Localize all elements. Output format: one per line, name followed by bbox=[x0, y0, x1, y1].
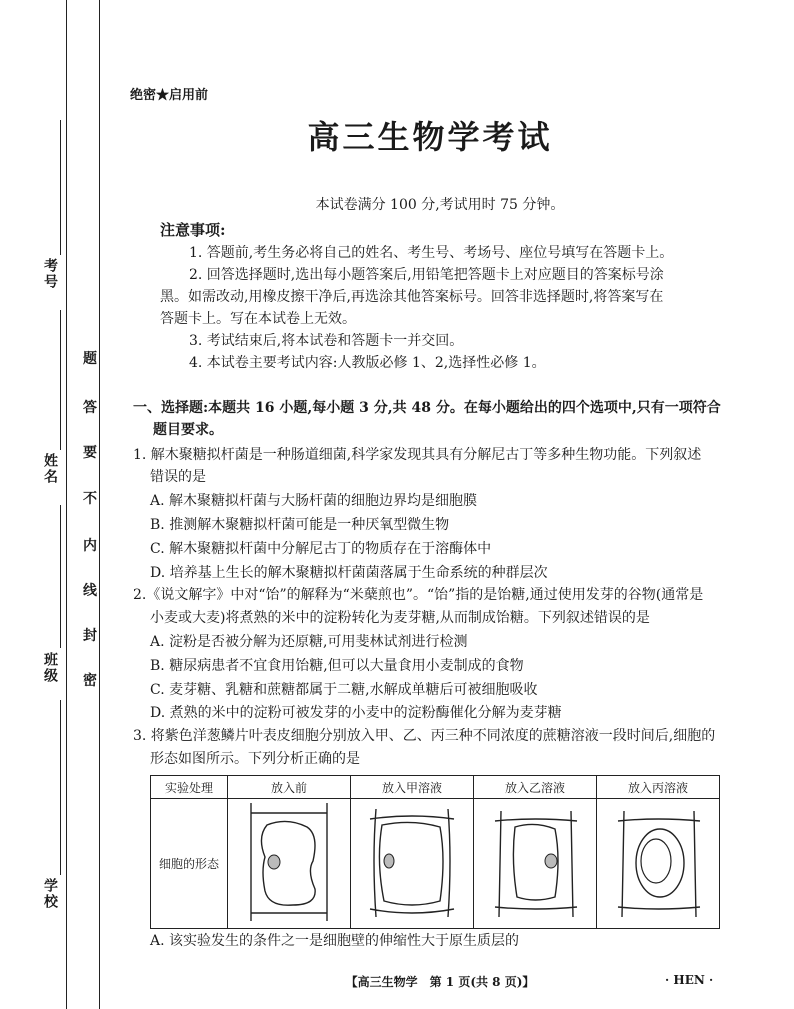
notice-line: 3. 考试结束后,将本试卷和答题卡一并交回。 bbox=[189, 333, 464, 349]
question-stem: 2.《说文解字》中对“饴”的解释为“米蘖煎也”。“饴”指的是饴糖,通过使用发芽的谷物(通常是 bbox=[133, 587, 704, 603]
notice-line: 答题卡上。写在本试卷上无效。 bbox=[160, 311, 356, 327]
seal-char: 题 bbox=[83, 351, 97, 367]
notice-line: 2. 回答选择题时,选出每小题答案后,用铅笔把答题卡上对应题目的答案标号涂 bbox=[189, 267, 664, 283]
seal-char: 线 bbox=[83, 583, 97, 599]
option-c[interactable]: C. 解木聚糖拟杆菌中分解尼古丁的物质存在于溶酶体中 bbox=[150, 541, 492, 557]
exam-number-label: 考号 bbox=[42, 258, 58, 290]
page-footer: 【高三生物学 第 1 页(共 8 页)】 bbox=[345, 975, 535, 989]
table-header: 实验处理 bbox=[151, 776, 228, 799]
exam-info: 本试卷满分 100 分,考试用时 75 分钟。 bbox=[315, 197, 565, 213]
cell-solution-a bbox=[351, 799, 474, 929]
section-heading: 一、选择题:本题共 16 小题,每小题 3 分,共 48 分。在每小题给出的四个选项中,只有一项符合 bbox=[133, 400, 721, 416]
table-header: 放入乙溶液 bbox=[474, 776, 597, 799]
school-field[interactable] bbox=[60, 700, 61, 875]
notice-heading: 注意事项: bbox=[160, 221, 226, 239]
option-a[interactable]: A. 解木聚糖拟杆菌与大肠杆菌的细胞边界均是细胞膜 bbox=[150, 493, 478, 509]
cell-before bbox=[228, 799, 351, 929]
cell-solution-b bbox=[474, 799, 597, 929]
cell-solution-a-diagram bbox=[352, 799, 472, 925]
seal-char: 封 bbox=[83, 628, 97, 644]
question-stem: 1. 解木聚糖拟杆菌是一种肠道细菌,科学家发现其具有分解尼古丁等多种生物功能。下列叙述 bbox=[133, 447, 702, 463]
table-header: 放入前 bbox=[228, 776, 351, 799]
table-header: 放入甲溶液 bbox=[351, 776, 474, 799]
cell-solution-c-diagram bbox=[598, 799, 718, 925]
seal-char: 不 bbox=[83, 491, 97, 507]
cell-before-diagram bbox=[229, 799, 349, 925]
option-d[interactable]: D. 煮熟的米中的淀粉可被发芽的小麦中的淀粉酶催化分解为麦芽糖 bbox=[150, 705, 562, 721]
notice-line: 1. 答题前,考生务必将自己的姓名、考生号、考场号、座位号填写在答题卡上。 bbox=[189, 245, 674, 261]
option-c[interactable]: C. 麦芽糖、乳糖和蔗糖都属于二糖,水解成单糖后可被细胞吸收 bbox=[150, 682, 538, 698]
question-stem: 3. 将紫色洋葱鳞片叶表皮细胞分别放入甲、乙、丙三种不同浓度的蔗糖溶液一段时间后,细胞的 bbox=[133, 728, 716, 744]
confidential-mark: 绝密★启用前 bbox=[130, 88, 209, 103]
seal-char: 答 bbox=[83, 400, 97, 416]
cell-solution-b-diagram bbox=[475, 799, 595, 925]
notice-line: 4. 本试卷主要考试内容:人教版必修 1、2,选择性必修 1。 bbox=[189, 355, 546, 371]
table-header: 放入丙溶液 bbox=[597, 776, 720, 799]
notice-line: 黑。如需改动,用橡皮擦干净后,再选涂其他答案标号。回答非选择题时,将答案写在 bbox=[160, 289, 664, 305]
cell-morphology-table bbox=[150, 775, 720, 929]
option-a[interactable]: A. 该实验发生的条件之一是细胞壁的伸缩性大于原生质层的 bbox=[150, 933, 520, 949]
school-label: 学校 bbox=[42, 878, 58, 910]
option-b[interactable]: B. 糖尿病患者不宜食用饴糖,但可以大量食用小麦制成的食物 bbox=[150, 658, 524, 674]
class-field[interactable] bbox=[60, 505, 61, 648]
name-label: 姓名 bbox=[42, 453, 58, 485]
question-stem: 错误的是 bbox=[150, 469, 206, 485]
option-b[interactable]: B. 推测解木聚糖拟杆菌可能是一种厌氧型微生物 bbox=[150, 517, 450, 533]
table-row-label: 细胞的形态 bbox=[151, 799, 228, 929]
seal-char: 内 bbox=[83, 538, 97, 554]
section-heading: 题目要求。 bbox=[153, 422, 223, 438]
option-d[interactable]: D. 培养基上生长的解木聚糖拟杆菌菌落属于生命系统的种群层次 bbox=[150, 565, 548, 581]
cell-solution-c bbox=[597, 799, 720, 929]
question-stem: 形态如图所示。下列分析正确的是 bbox=[150, 751, 360, 767]
class-label: 班级 bbox=[42, 652, 58, 684]
paper-code: · HEN · bbox=[665, 973, 714, 987]
seal-char: 要 bbox=[83, 445, 97, 461]
question-stem: 小麦或大麦)将煮熟的米中的淀粉转化为麦芽糖,从而制成饴糖。下列叙述错误的是 bbox=[150, 610, 650, 626]
option-a[interactable]: A. 淀粉是否被分解为还原糖,可用斐林试剂进行检测 bbox=[150, 634, 468, 650]
name-field[interactable] bbox=[60, 310, 61, 450]
page-title: 高三生物学考试 bbox=[307, 118, 553, 156]
seal-char: 密 bbox=[83, 673, 97, 689]
